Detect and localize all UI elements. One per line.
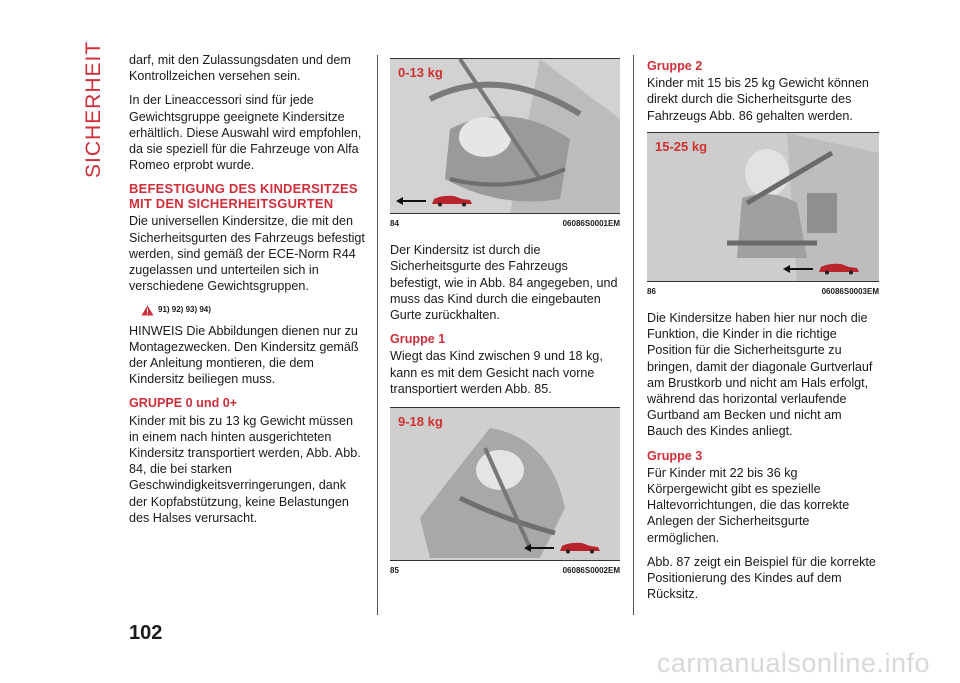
figure-caption: [390, 563, 620, 579]
column-divider-2: [633, 55, 634, 615]
warning-triangle-icon: [141, 305, 154, 316]
direction-indicator: [783, 261, 875, 275]
car-direction-icon: [783, 261, 875, 275]
warning-reference: [141, 302, 365, 318]
figure-weight-label: 0-13 kg: [398, 65, 443, 80]
group-heading: Gruppe 2: [647, 59, 703, 73]
group-heading: GRUPPE 0 und 0+: [129, 396, 238, 411]
direction-indicator: [524, 540, 616, 554]
column-divider-1: [377, 55, 378, 615]
figure-number: 86: [647, 286, 656, 296]
figure-caption: [647, 284, 879, 300]
column-2: [390, 58, 620, 589]
arrow-left-icon: [396, 197, 403, 205]
paragraph: Kinder mit bis zu 13 kg Gewicht müssen in einem nach hinten ausgerichteten Kindersitz transportiert werden, Abb. Abb. 84, die bei starken Geschwindigkeitsverringerungen, dank der Kopfabstützung, keine Belastungen des Halses verursacht.: [129, 413, 361, 525]
paragraph: Der Kindersitz ist durch die Sicherheitsgurte des Fahrzeugs befestigt, wie in Abb. 84 angegeben, und muss das Kind durch die eingebauten Gurte zurückhalten.: [390, 243, 618, 323]
car-direction-icon: [524, 540, 616, 554]
figure-code: 06086S0003EM: [821, 286, 879, 296]
paragraph: Wiegt das Kind zwischen 9 und 18 kg, kann es mit dem Gesicht nach vorne transportiert werden Abb. 85.: [390, 349, 603, 396]
column-1: [129, 52, 365, 534]
watermark: carmanualsonline.info: [656, 648, 930, 678]
figure-85: [390, 407, 620, 561]
paragraph: Für Kinder mit 22 bis 36 kg Körpergewicht gibt es spezielle Haltevorrichtungen, die das korrekte Anlegen der Sicherheitsgurte ermöglichen.: [647, 465, 850, 545]
group-heading: Gruppe 3: [647, 448, 703, 463]
paragraph: Abb. 87 zeigt ein Beispiel für die korrekte Positionierung des Kindes auf dem Rücksitz.: [647, 554, 876, 602]
arrow-left-icon: [783, 265, 790, 273]
figure-caption: [390, 216, 620, 232]
figure-number: 85: [390, 566, 399, 576]
figure-number: 84: [390, 219, 399, 228]
figure-weight-label: 15-25 kg: [655, 138, 708, 154]
group-heading: Gruppe 1: [390, 332, 446, 347]
arrow-left-icon: [524, 544, 531, 552]
car-direction-icon: [396, 193, 488, 207]
paragraph: Die Kindersitze haben hier nur noch die Funktion, die Kinder in die richtige Position für die Sicherheitsgurte zu bringen, damit der diagonale Gurtverlauf am Brustkorb und nicht am Hals erfolgt, während das horizontal verlaufende Gurtband am Becken und nicht am Bauch des Kindes anliegt.: [647, 311, 873, 439]
figure-weight-label: 9-18 kg: [398, 414, 443, 430]
figure-86: [647, 132, 879, 282]
figure-code: 06086S0002EM: [562, 566, 620, 576]
infant-carrier-illustration: [390, 59, 620, 213]
side-tab-label: SICHERHEIT: [82, 40, 105, 178]
paragraph: HINWEIS Die Abbildungen dienen nur zu Montagezwecken. Den Kindersitz gemäß der Anleitung montieren, die dem Kindersitz beiliegen muss.: [129, 323, 359, 387]
paragraph: In der Lineaccessori sind für jede Gewichtsgruppe geeignete Kindersitze erhältlich. Diese Auswahl wird empfohlen, da sie speziell für die Fahrzeuge von Alfa Romeo erprobt wurde.: [129, 93, 362, 173]
direction-indicator: [396, 193, 488, 207]
forward-seat-illustration: [390, 408, 620, 560]
figure-code: 06086S0001EM: [562, 219, 620, 228]
paragraph: Die universellen Kindersitze, die mit den Sicherheitsgurten des Fahrzeugs befestigt werden, sind gemäß der ECE-Norm R44 zugelassen und unterteilen sich in verschiedene Gewichtsgruppen.: [129, 214, 365, 294]
paragraph: darf, mit den Zulassungsdaten und dem Kontrollzeichen versehen sein.: [129, 53, 351, 84]
column-3: [647, 58, 879, 610]
section-heading: BEFESTIGUNG DES KINDERSITZES MIT DEN SICHERHEITSGURTEN: [129, 181, 358, 212]
page-number: 102: [129, 622, 163, 644]
side-section-tab: [82, 40, 112, 178]
paragraph: Kinder mit 15 bis 25 kg Gewicht können direkt durch die Sicherheitsgurte des Fahrzeugs Abb. 86 gehalten werden.: [647, 76, 869, 123]
warning-refs: 91) 92) 93) 94): [158, 305, 211, 315]
figure-84: [390, 58, 620, 214]
